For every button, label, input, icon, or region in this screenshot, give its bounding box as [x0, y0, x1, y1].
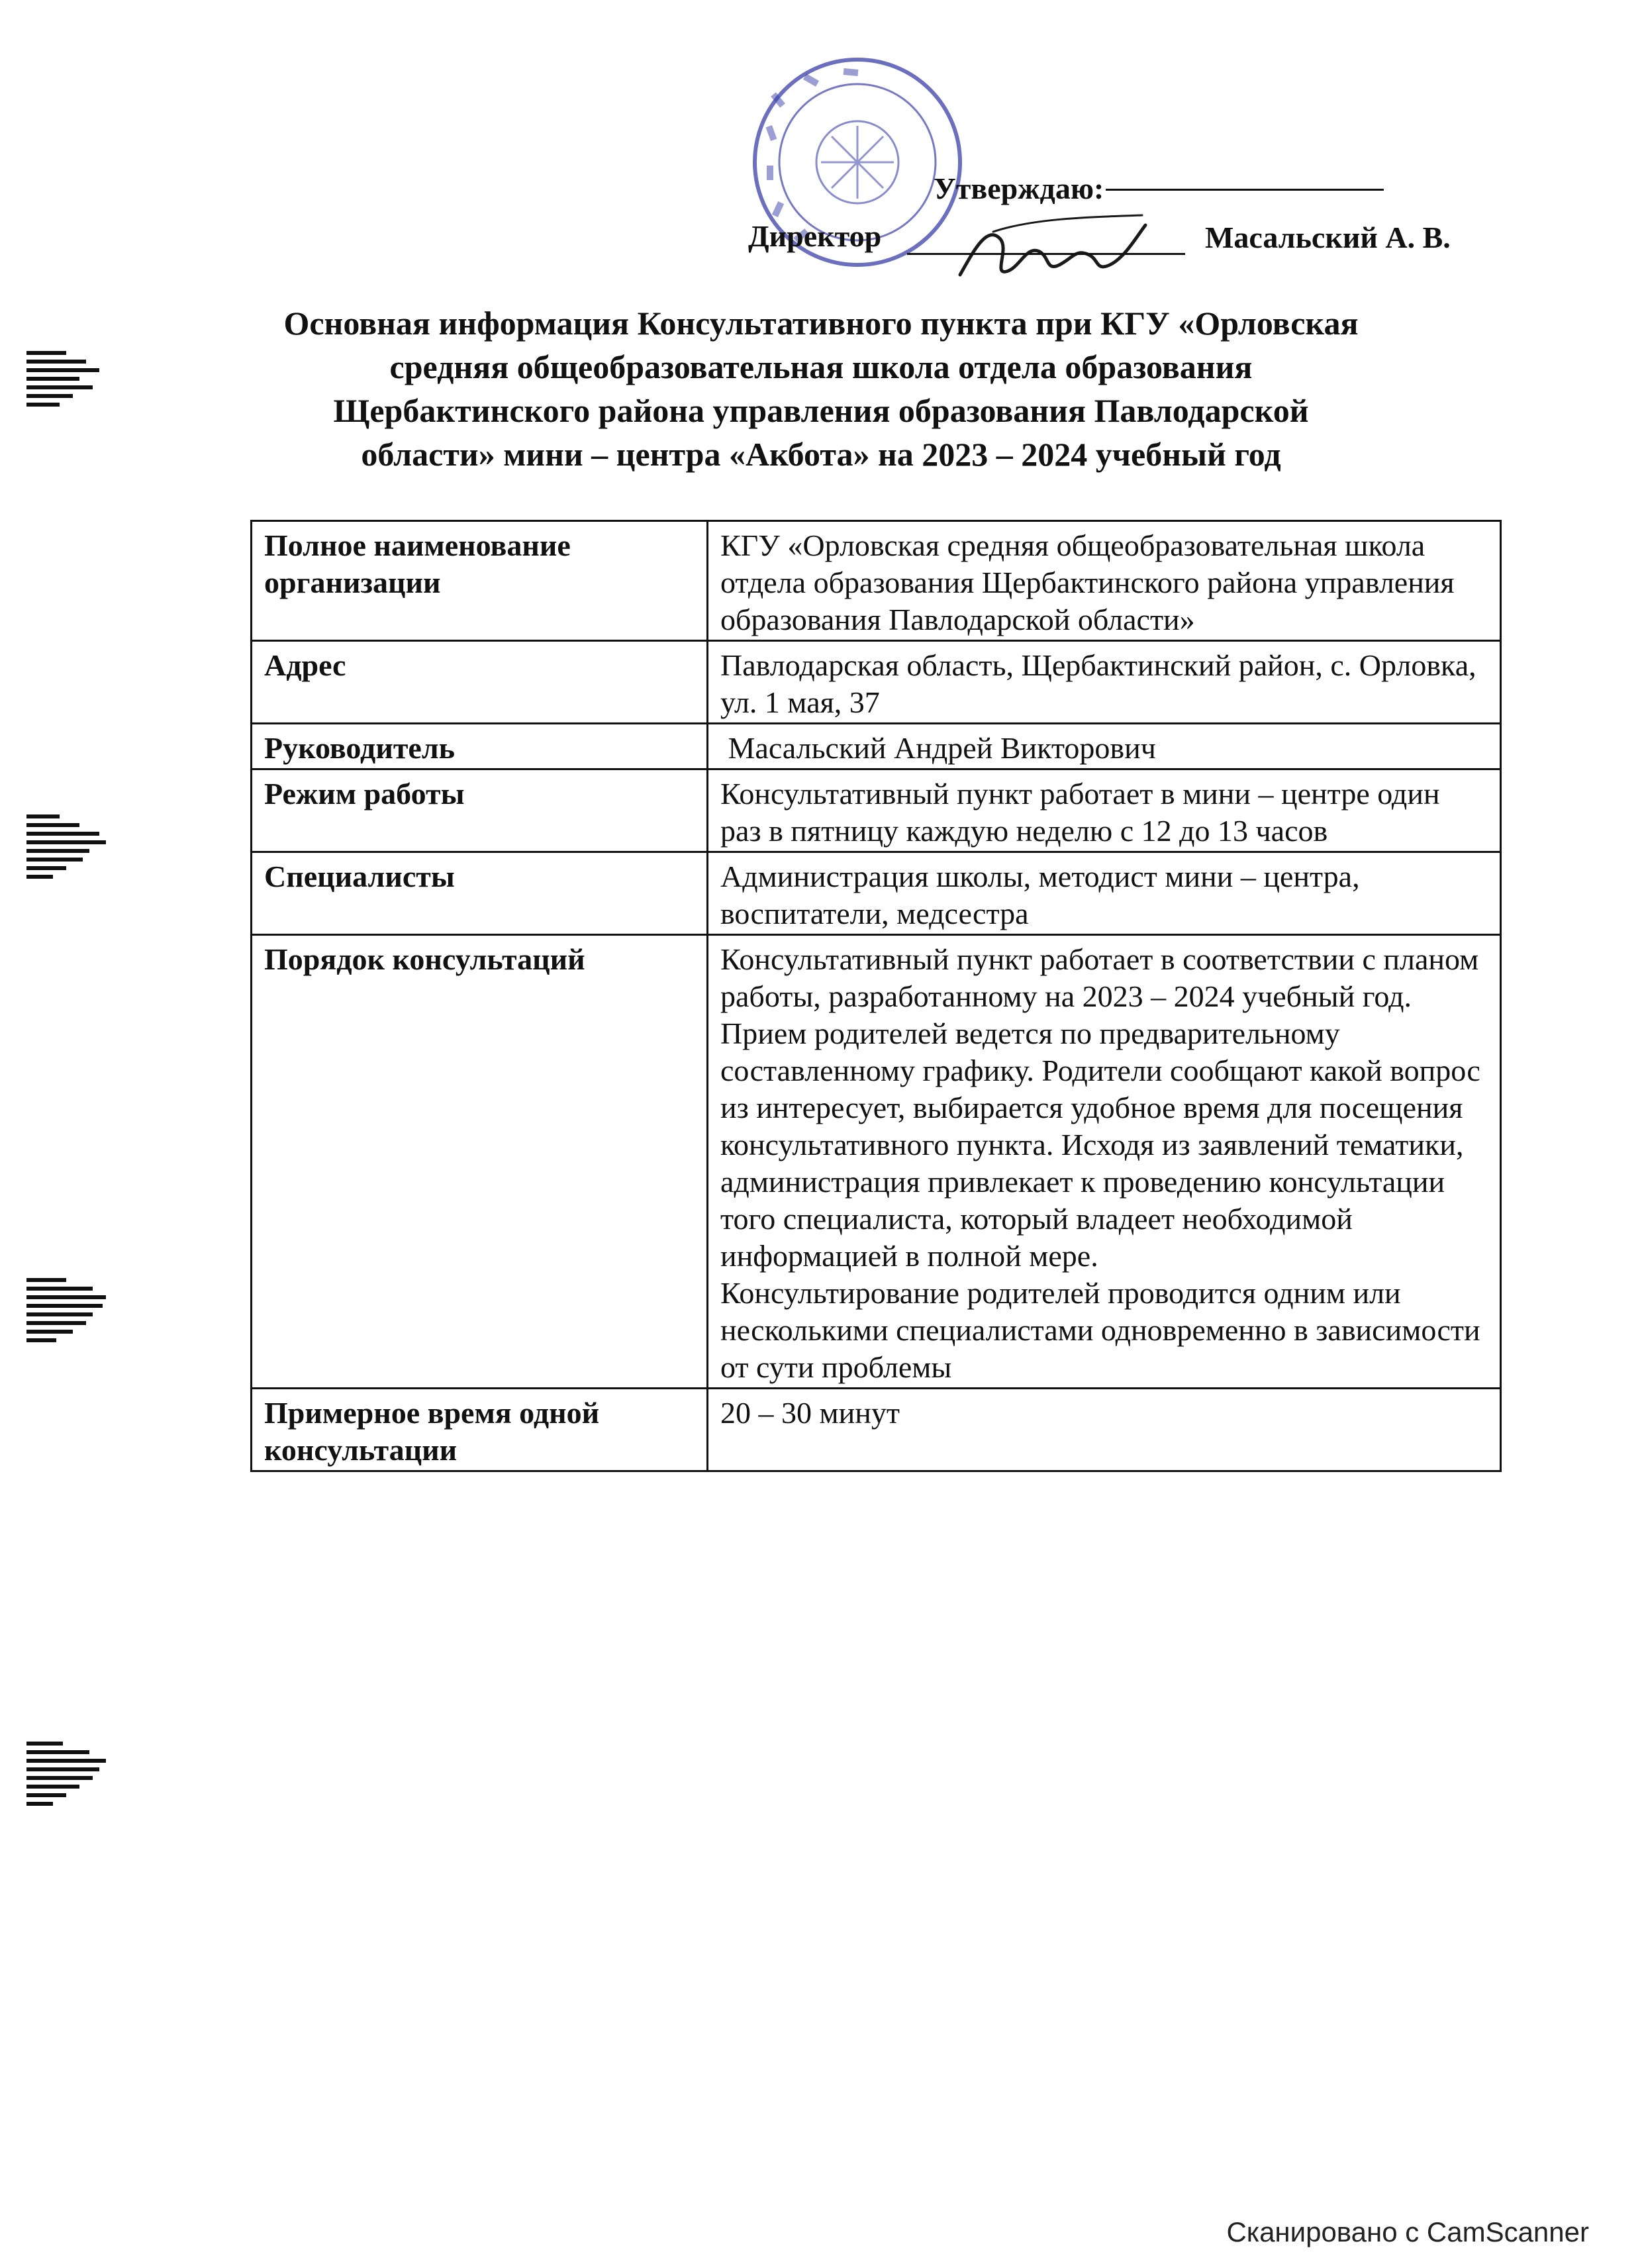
row-label: Специалисты	[252, 852, 708, 935]
row-paragraph: Масальский Андрей Викторович	[720, 731, 1156, 765]
row-value	[708, 769, 1501, 852]
table-row	[252, 1389, 1501, 1471]
title-line: Щербактинского района управления образования Павлодарской	[333, 392, 1309, 429]
row-paragraph: Прием родителей ведется по предварительному составленному графику. Родители сообщают какой вопрос из интересует, выбирается удобное время для посещения консультативного пункта. Исходя из заявлений тематики, администрация привлекает к проведению консультации того специалиста, который владеет необходимой информацией в полной мере.	[720, 1016, 1480, 1273]
row-paragraph: Консультирование родителей проводится одним или несколькими специалистами одновременно в зависимости от сути проблемы	[720, 1276, 1480, 1384]
row-label: Адрес	[252, 641, 708, 724]
table-row	[252, 724, 1501, 769]
scan-artifact	[26, 814, 106, 883]
table-row	[252, 852, 1501, 935]
approve-word: Утверждаю:	[934, 172, 1104, 205]
title-line: Основная информация Консультативного пункта при КГУ «Орловская	[283, 305, 1359, 342]
row-paragraph: Консультативный пункт работает в соответствии с планом работы, разработанному на 2023 – 2024 учебный год.	[720, 942, 1479, 1013]
table-row	[252, 641, 1501, 724]
row-label: Полное наименование организации	[252, 521, 708, 641]
row-value	[708, 1389, 1501, 1471]
scanner-footer: Сканировано с CamScanner	[1226, 2216, 1589, 2247]
scan-artifact	[26, 1278, 106, 1347]
row-label: Примерное время одной консультации	[252, 1389, 708, 1471]
row-value	[708, 641, 1501, 724]
row-value	[708, 724, 1501, 769]
row-paragraph: Павлодарская область, Щербактинский район, с. Орловка, ул. 1 мая, 37	[720, 648, 1476, 719]
row-paragraph: 20 – 30 минут	[720, 1396, 900, 1430]
row-paragraph: КГУ «Орловская средняя общеобразовательная школа отдела образования Щербактинского района управления образования Павлодарской области»	[720, 528, 1455, 636]
director-label: Директор	[748, 219, 882, 253]
director-name: Масальский А. В.	[1205, 221, 1451, 254]
approval-block	[742, 159, 1523, 291]
table-row	[252, 769, 1501, 852]
row-value	[708, 852, 1501, 935]
info-table	[250, 520, 1502, 1472]
title-line: области» мини – центра «Акбота» на 2023 – 2024 учебный год	[361, 436, 1281, 473]
table-row	[252, 521, 1501, 641]
row-label: Порядок консультаций	[252, 935, 708, 1389]
scan-artifact	[26, 1742, 106, 1810]
row-value	[708, 935, 1501, 1389]
row-label: Руководитель	[252, 724, 708, 769]
scan-artifact	[26, 351, 106, 411]
row-paragraph: Консультативный пункт работает в мини – центре один раз в пятницу каждую неделю с 12 до 13 часов	[720, 777, 1440, 848]
row-label: Режим работы	[252, 769, 708, 852]
approval-top-line	[1106, 189, 1384, 191]
row-value	[708, 521, 1501, 641]
title-line: средняя общеобразовательная школа отдела образования	[389, 348, 1253, 385]
signature-line	[907, 253, 1185, 255]
table-row	[252, 935, 1501, 1389]
document-title	[199, 301, 1443, 476]
row-paragraph: Администрация школы, методист мини – центра, воспитатели, медсестра	[720, 860, 1360, 930]
